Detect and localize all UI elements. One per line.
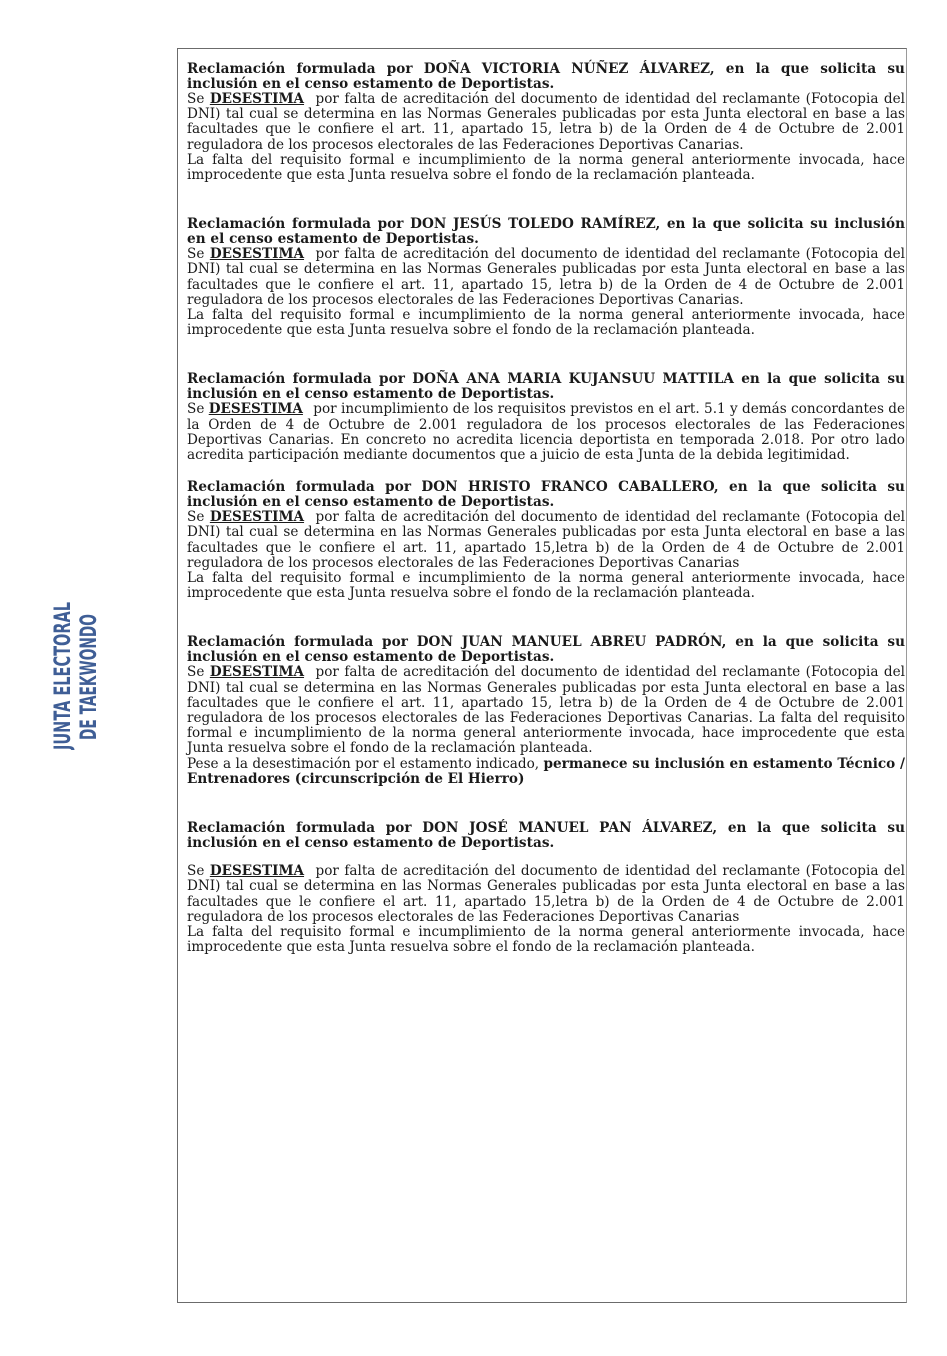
claim-reason: por falta de acreditación del documento de identidad del reclamante (Fotocopia del DNI) tal cual se determina en las Normas Generales publicadas por esta Junta electoral en base a las facultades que le confiere el art. 11, apartado 15, letra b) de la Orden de 4 de Octubre de 2.001 reguladora de los procesos electorales de las Federaciones Deportivas Canarias. — [187, 91, 905, 153]
stamp-line-2: DE TAEKWONDO — [77, 600, 102, 740]
claim-intro: Se — [187, 401, 205, 418]
stamp-line-1: JUNTA ELECTORAL — [51, 600, 76, 750]
verdict-label: DESESTIMA — [209, 509, 305, 526]
verdict-label: DESESTIMA — [209, 91, 305, 107]
claim-title: Reclamación formulada por DON JOSÉ MANUEL PAN ÁLVAREZ, en la que solicita su inclusión en el censo estamento de Deportistas. — [187, 820, 905, 852]
claim-3 — [187, 372, 905, 463]
junta-electoral-stamp — [46, 600, 108, 750]
claim-4 — [187, 480, 905, 601]
claim-title: Reclamación formulada por DON HRISTO FRANCO CABALLERO, en la que solicita su inclusión en el censo estamento de Deportistas. — [187, 479, 905, 511]
claim-reason: por falta de acreditación del documento de identidad del reclamante (Fotocopia del DNI) tal cual se determina en las Normas Generales publicadas por esta Junta electoral en base a las facultades que le confiere el art. 11, apartado 15, letra b) de la Orden de 4 de Octubre de 2.001 reguladora de los procesos electorales de las Federaciones Deportivas Canarias. — [187, 246, 905, 308]
claim-body — [187, 92, 905, 153]
claim-intro: Se — [187, 91, 205, 107]
claim-body — [187, 402, 905, 463]
claim-intro: Se — [187, 509, 205, 526]
claim-body — [187, 864, 905, 925]
claim-extra: La falta del requisito formal e incumplimiento de la norma general anteriormente invocada, hace improcedente que esta Junta resuelva sobre el fondo de la reclamación planteada. — [187, 307, 905, 339]
claim-reason: por falta de acreditación del documento de identidad del reclamante (Fotocopia del DNI) tal cual se determina en las Normas Generales publicadas por esta Junta electoral en base a las facultades que le confiere el art. 11, apartado 15, letra b) de la Orden de 4 de Octubre de 2.001 reguladora de los procesos electorales de las Federaciones Deportivas Canarias. La falta del requisito formal e incumplimiento de la norma general anteriormente invocada, hace improcedente que esta Junta resuelva sobre el fondo de la reclamación planteada. — [187, 664, 905, 757]
claim-body — [187, 510, 905, 571]
claim-intro: Se — [187, 246, 205, 263]
claim-extra: La falta del requisito formal e incumplimiento de la norma general anteriormente invocada, hace improcedente que esta Junta resuelva sobre el fondo de la reclamación planteada. — [187, 923, 905, 956]
verdict-label: DESESTIMA — [208, 401, 303, 418]
verdict-label: DESESTIMA — [209, 246, 305, 263]
verdict-label: DESESTIMA — [209, 664, 305, 681]
claim-title: Reclamación formulada por DOÑA VICTORIA NÚÑEZ ÁLVAREZ, en la que solicita su inclusión en el censo estamento de Deportistas. — [187, 61, 905, 92]
claim-body — [187, 665, 905, 756]
claim-note-bold: permanece su inclusión en estamento Técnico / Entrenadores (circunscripción de El Hierro) — [187, 755, 905, 787]
claim-1 — [187, 62, 905, 183]
claim-title: Reclamación formulada por DON JESÚS TOLEDO RAMÍREZ, en la que solicita su inclusión en el censo estamento de Deportistas. — [187, 216, 905, 248]
stamp-graphic — [46, 600, 108, 750]
claim-reason: por falta de acreditación del documento de identidad del reclamante (Fotocopia del DNI) tal cual se determina en las Normas Generales publicadas por esta Junta electoral en base a las facultades que le confiere el art. 11, apartado 15,letra b) de la Orden de 4 de Octubre de 2.001 reguladora de los procesos electorales de las Federaciones Deportivas Canarias — [187, 863, 905, 925]
document-content — [187, 62, 905, 955]
verdict-label: DESESTIMA — [209, 863, 305, 880]
claim-body — [187, 247, 905, 308]
claim-5 — [187, 635, 905, 787]
claim-2 — [187, 217, 905, 338]
claim-title: Reclamación formulada por DOÑA ANA MARIA KUJANSUU MATTILA en la que solicita su inclusión en el censo estamento de Deportistas. — [187, 371, 905, 403]
claim-extra: La falta del requisito formal e incumplimiento de la norma general anteriormente invocada, hace improcedente que esta Junta resuelva sobre el fondo de la reclamación planteada. — [187, 570, 905, 602]
claim-note — [187, 757, 905, 787]
claim-intro: Se — [187, 863, 205, 880]
claim-extra: La falta del requisito formal e incumplimiento de la norma general anteriormente invocada, hace improcedente que esta Junta resuelva sobre el fondo de la reclamación planteada. — [187, 151, 905, 184]
claim-intro: Se — [187, 664, 205, 681]
claim-reason: por incumplimiento de los requisitos previstos en el art. 5.1 y demás concordantes de la Orden de 4 de Octubre de 2.001 reguladora de los procesos electorales de las Federaciones Deportivas Canarias. En concreto no acredita licencia deportista en temporada 2.018. Por otro lado acredita participación mediante documentos que a juicio de esta Junta de la debida legitimidad. — [187, 401, 906, 464]
claim-note-plain: Pese a la desestimación por el estamento indicado, — [187, 755, 540, 772]
claim-title: Reclamación formulada por DON JUAN MANUEL ABREU PADRÓN, en la que solicita su inclusión en el censo estamento de Deportistas. — [187, 634, 905, 666]
claim-6 — [187, 821, 905, 955]
claim-reason: por falta de acreditación del documento de identidad del reclamante (Fotocopia del DNI) tal cual se determina en las Normas Generales publicadas por esta Junta electoral en base a las facultades que le confiere el art. 11, apartado 15,letra b) de la Orden de 4 de Octubre de 2.001 reguladora de los procesos electorales de las Federaciones Deportivas Canarias — [187, 509, 905, 571]
